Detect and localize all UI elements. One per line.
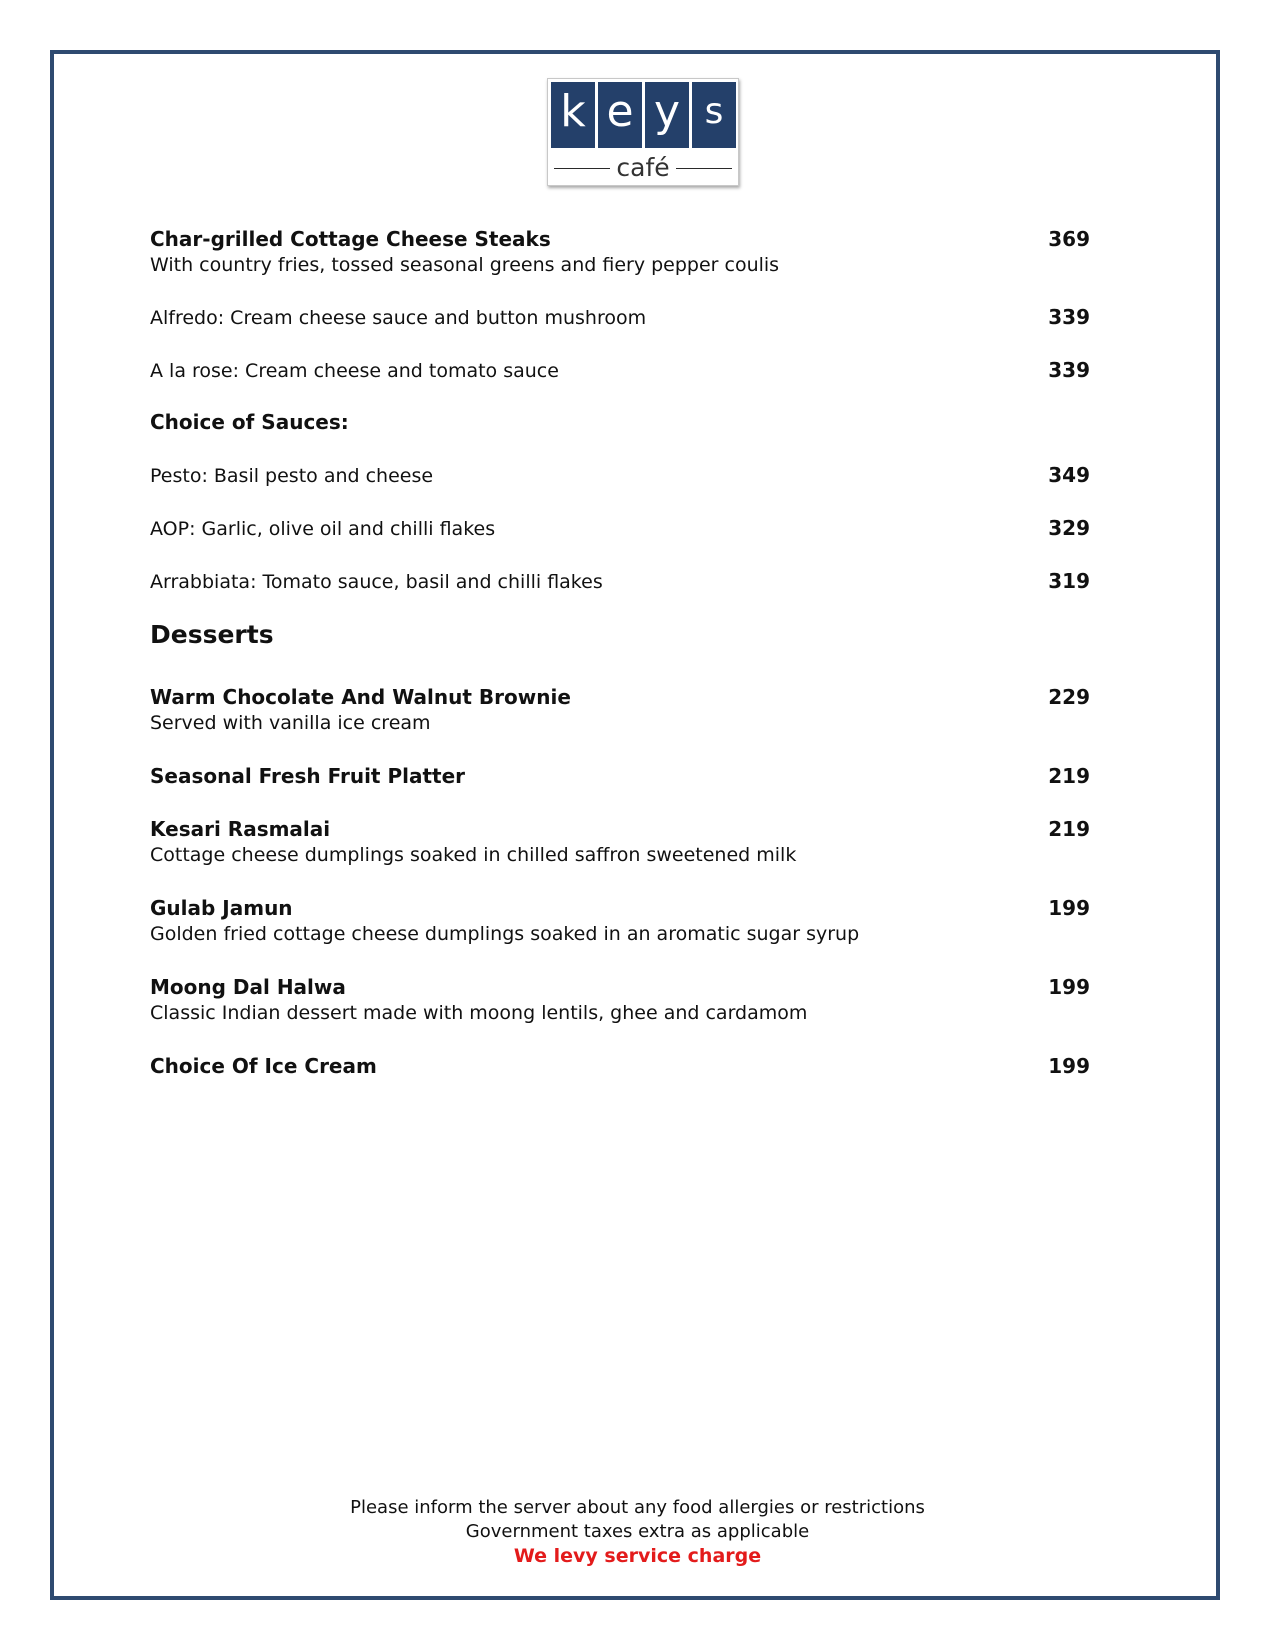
- menu-item: [150, 357, 1090, 384]
- menu-item: [150, 304, 1090, 331]
- item-price: 199: [1048, 896, 1090, 920]
- item-name: Alfredo: Cream cheese sauce and button mushroom: [150, 307, 647, 329]
- menu-item: [150, 568, 1090, 595]
- menu-item: [150, 1053, 1090, 1079]
- logo-subtitle-row: [554, 155, 732, 181]
- item-price: 319: [1048, 569, 1090, 593]
- item-name: Arrabbiata: Tomato sauce, basil and chilli flakes: [150, 571, 603, 593]
- item-name: Char-grilled Cottage Cheese Steaks: [150, 227, 551, 251]
- item-name: Kesari Rasmalai: [150, 817, 331, 841]
- item-price: 199: [1048, 1054, 1090, 1078]
- item-description: Classic Indian dessert made with moong lentils, ghee and cardamom: [150, 1002, 808, 1024]
- item-price: 329: [1048, 516, 1090, 540]
- logo-rule-right: [676, 168, 732, 169]
- logo-letter-s: s: [692, 82, 736, 148]
- item-price: 229: [1048, 685, 1090, 709]
- item-name: AOP: Garlic, olive oil and chilli flakes: [150, 518, 496, 540]
- item-name: Pesto: Basil pesto and cheese: [150, 465, 434, 487]
- menu-item: [150, 895, 1090, 947]
- logo-tiles: [551, 82, 736, 148]
- sauces-heading: Choice of Sauces:: [150, 410, 349, 434]
- item-price: 369: [1048, 227, 1090, 251]
- item-description: Golden fried cottage cheese dumplings soaked in an aromatic sugar syrup: [150, 923, 860, 945]
- menu-item: [150, 974, 1090, 1026]
- item-price: 339: [1048, 305, 1090, 329]
- logo-letter-e: e: [598, 82, 642, 148]
- logo-rule-left: [554, 168, 610, 169]
- menu-item: [150, 515, 1090, 542]
- footer-notes: [0, 1496, 1275, 1568]
- item-description: Served with vanilla ice cream: [150, 712, 431, 734]
- item-name: Gulab Jamun: [150, 896, 293, 920]
- desserts-heading: Desserts: [150, 620, 274, 649]
- menu-item: [150, 462, 1090, 489]
- item-name: A la rose: Cream cheese and tomato sauce: [150, 360, 559, 382]
- menu-item: [150, 816, 1090, 868]
- allergy-note: Please inform the server about any food allergies or restrictions: [350, 1497, 925, 1518]
- tax-note: Government taxes extra as applicable: [465, 1521, 810, 1542]
- item-name: Moong Dal Halwa: [150, 975, 346, 999]
- item-name: Warm Chocolate And Walnut Brownie: [150, 685, 571, 709]
- item-description: With country fries, tossed seasonal greens and fiery pepper coulis: [150, 254, 780, 276]
- item-price: 219: [1048, 764, 1090, 788]
- keys-cafe-logo: [547, 78, 739, 186]
- sauces-heading-row: [150, 409, 1090, 435]
- service-charge-note: We levy service charge: [513, 1545, 762, 1567]
- menu-item: [150, 226, 1090, 278]
- logo-letter-y: y: [645, 82, 689, 148]
- logo-subtitle: café: [616, 153, 670, 182]
- menu-item: [150, 684, 1090, 736]
- item-price: 349: [1048, 463, 1090, 487]
- item-price: 339: [1048, 358, 1090, 382]
- item-name: Seasonal Fresh Fruit Platter: [150, 764, 465, 788]
- menu-item: [150, 763, 1090, 789]
- item-price: 219: [1048, 817, 1090, 841]
- item-name: Choice Of Ice Cream: [150, 1054, 377, 1078]
- item-description: Cottage cheese dumplings soaked in chilled saffron sweetened milk: [150, 844, 797, 866]
- item-price: 199: [1048, 975, 1090, 999]
- logo-letter-k: k: [551, 82, 595, 148]
